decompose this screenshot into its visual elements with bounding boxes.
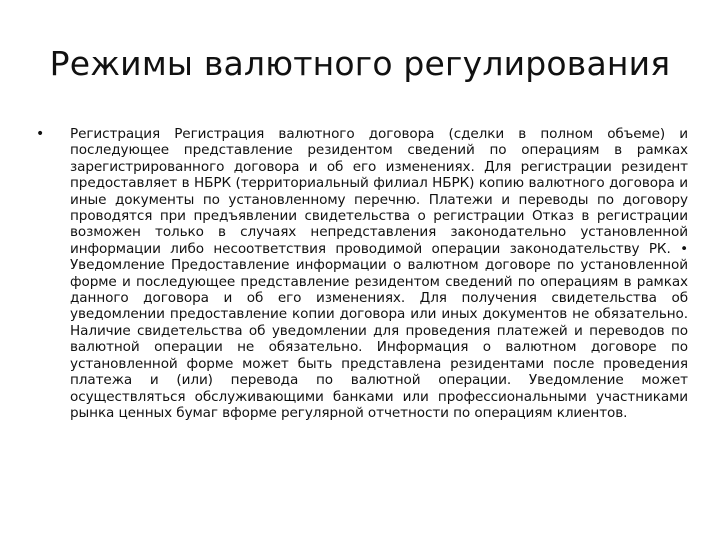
bullet-marker: • [36,126,45,142]
bullet-item [36,126,688,421]
bullet-text: Регистрация Регистрация валютного договора (сделки в полном объеме) и последующее представление резидентом сведений по операциям в рамках зарегистрированного договора и об его изменениях. Для регистрации резидент предоставляет в НБРК (территориальный филиал НБРК) копию валютного договора и иные документы по установленному перечню. Платежи и переводы по договору проводятся при предъявлении свидетельства о регистрации Отказ в регистрации возможен только в случаях непредставления законодательно установленной информации либо несоответствия проводимой операции законодательству РК. • Уведомление Предоставление информации о валютном договоре по установленной форме и последующее представление резидентом сведений по операциям в рамках данного договора и об его изменениях. Для получения свидетельства об уведомлении предоставление копии договора или иных документов не обязательно. Наличие свидетельства об уведомлении для проведения платежей и переводов по валютной операции не обязательно. Информация о валютном договоре по установленной форме может быть представлена резидентами после проведения платежа и (или) перевода по валютной операции. Уведомление может осуществляться обслуживающими банками или профессиональными участниками рынка ценных бумаг вформе регулярной отчетности по операциям клиентов. [70,126,688,421]
slide-content [36,126,688,421]
slide-title: Режимы валютного регулирования [49,44,671,83]
